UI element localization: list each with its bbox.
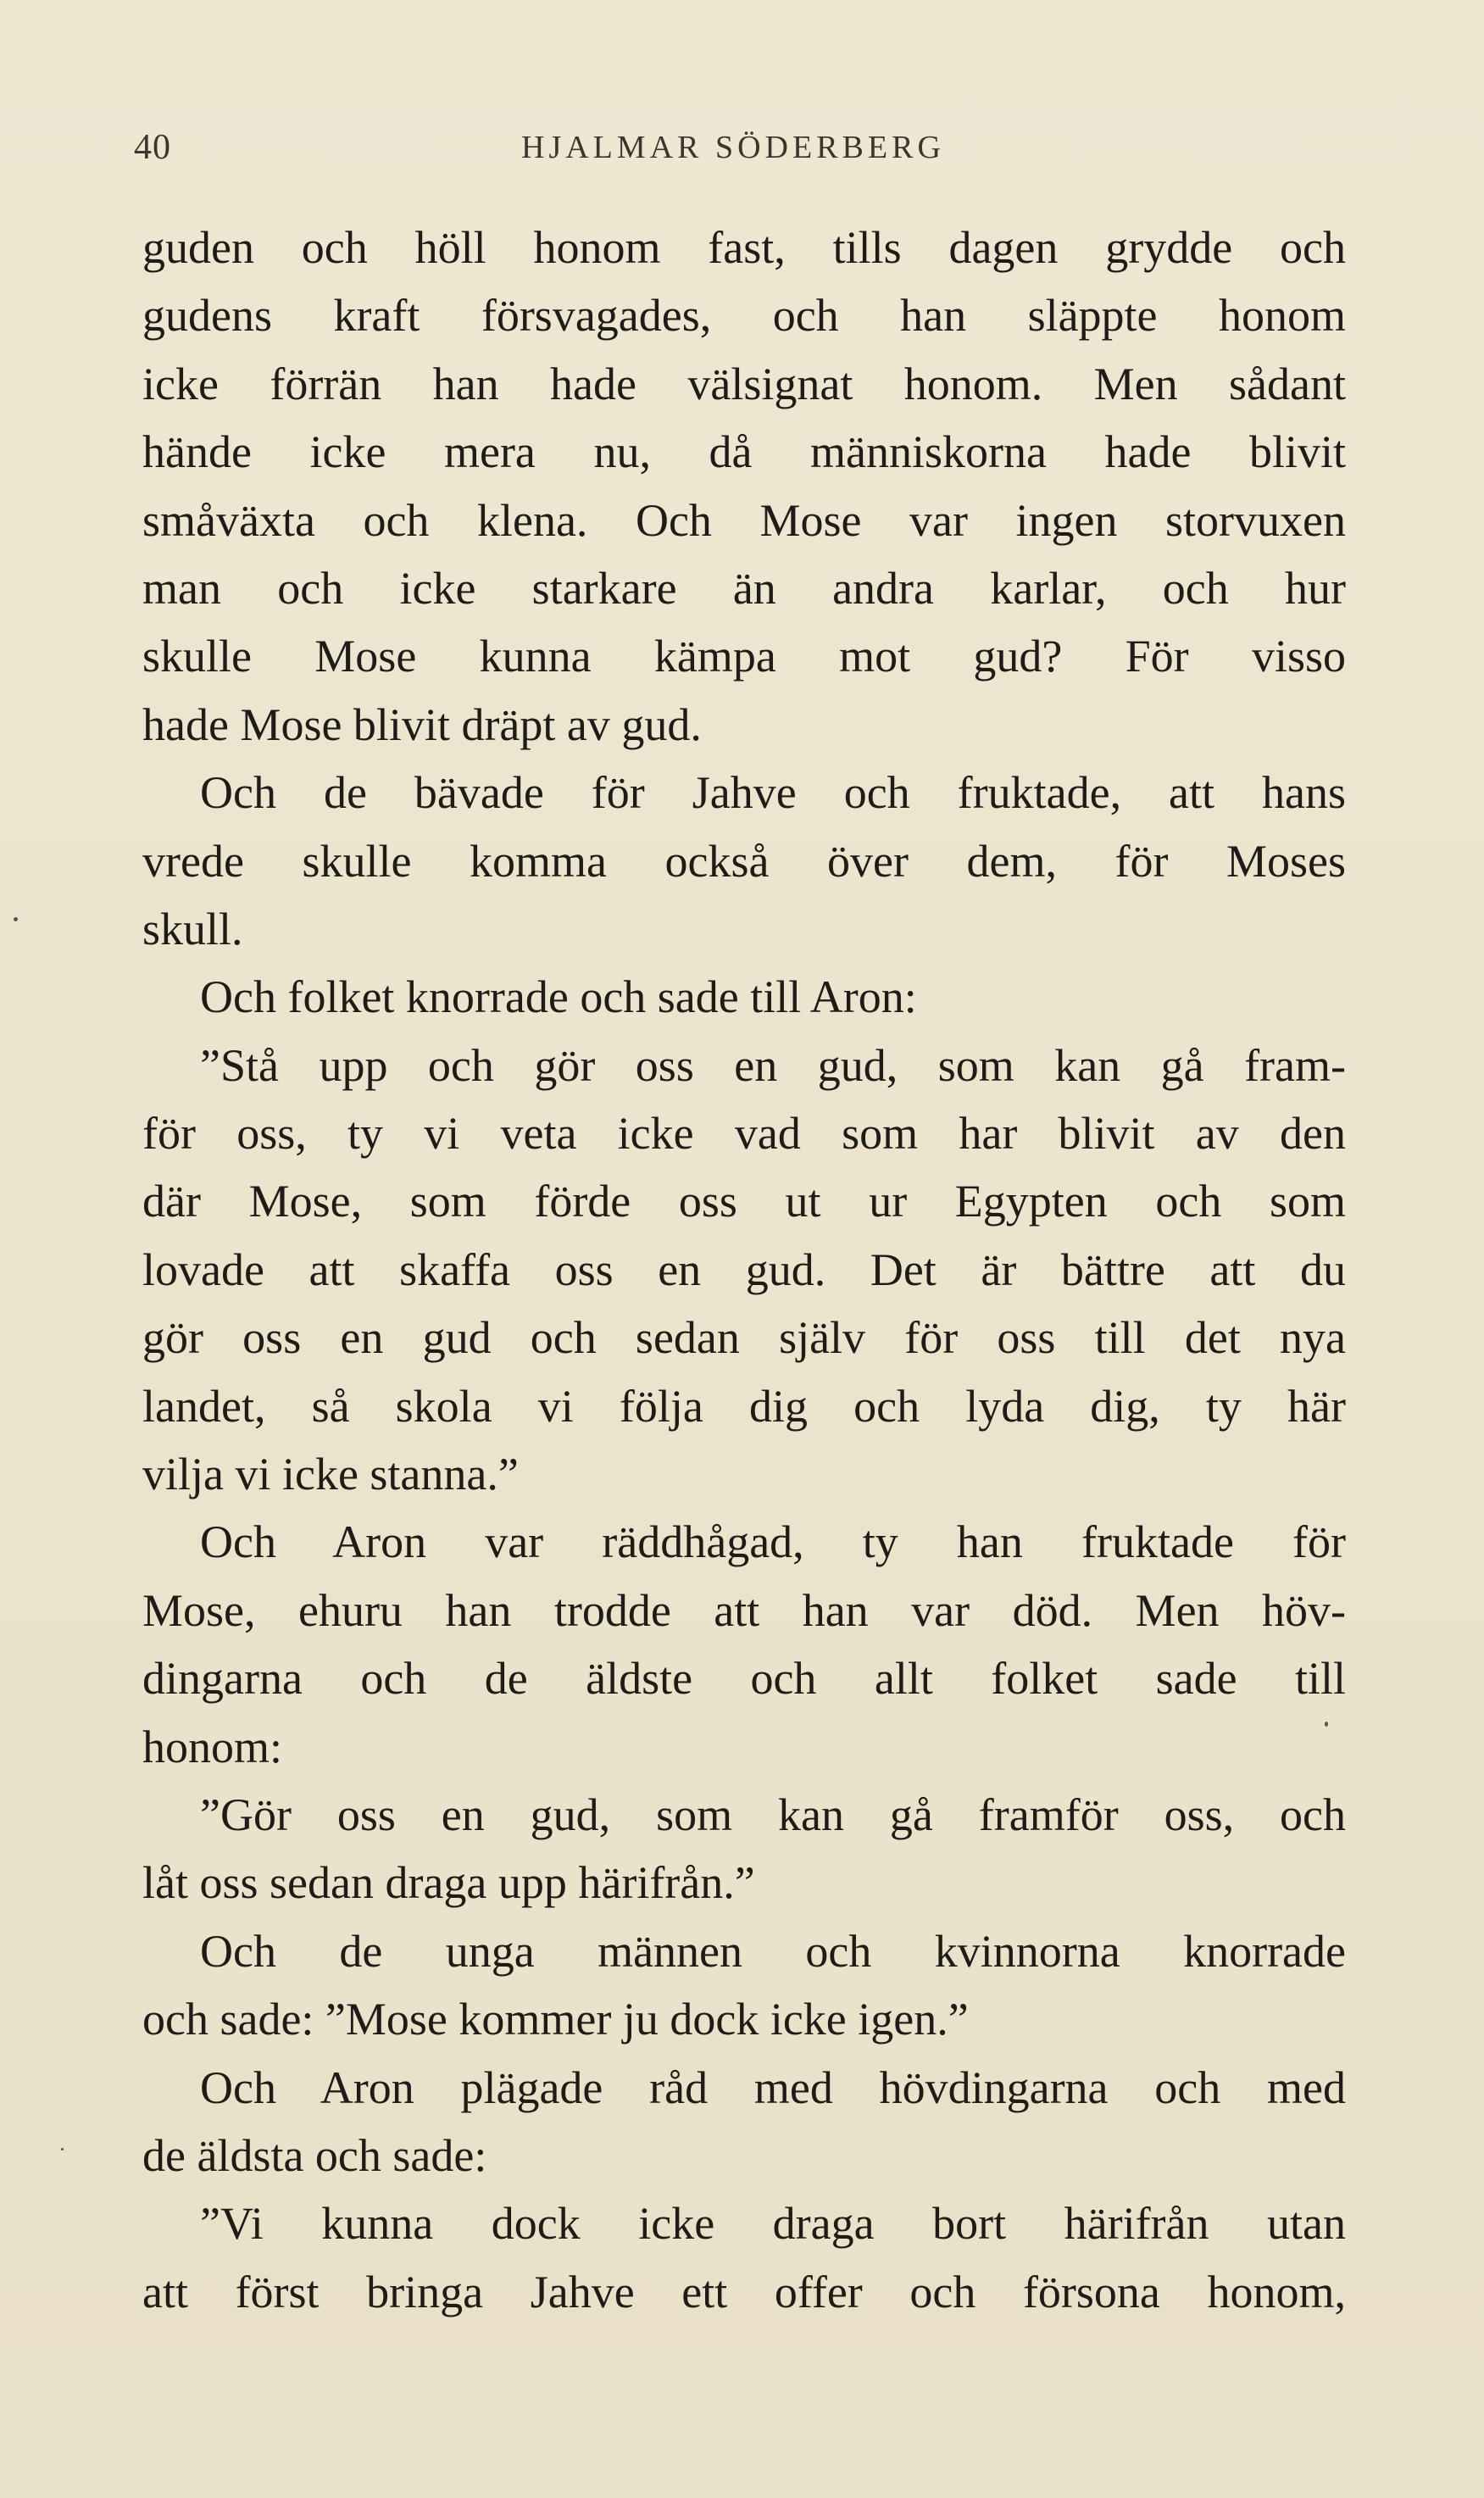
running-head: [0, 127, 1484, 178]
text-line: ”Vi kunna dock icke draga bort härifrån utan: [200, 2198, 1346, 2250]
text-line: man och icke starkare än andra karlar, och hur: [142, 562, 1346, 614]
text-line: de äldsta och sade:: [142, 2129, 487, 2181]
text-line: och sade: ”Mose kommer ju dock icke igen.”: [142, 1994, 969, 2045]
text-line: skulle Mose kunna kämpa mot gud? För visso: [142, 631, 1346, 682]
text-line: småväxta och klena. Och Mose var ingen storvuxen: [142, 494, 1346, 546]
text-line: Och de unga männen och kvinnorna knorrade: [200, 1925, 1346, 1977]
page-number: 40: [134, 128, 171, 167]
body-text: [142, 214, 1346, 2326]
text-line: honom:: [142, 1721, 283, 1772]
text-line: icke förrän han hade välsignat honom. Men sådant: [142, 358, 1346, 409]
text-line: Och Aron plägade råd med hövdingarna och med: [200, 2061, 1346, 2113]
paper-speck: [61, 2148, 64, 2150]
paper-speck: [1325, 1722, 1328, 1727]
text-line: gudens kraft försvagades, och han släppte honom: [142, 290, 1346, 342]
book-title: HJALMAR SÖDERBERG: [521, 130, 945, 165]
paper-speck: [14, 917, 18, 921]
text-line: för oss, ty vi veta icke vad som har blivit av den: [142, 1108, 1346, 1160]
text-line: ”Gör oss en gud, som kan gå framför oss, och: [200, 1789, 1346, 1840]
text-line: dingarna och de äldste och allt folket sade till: [142, 1653, 1346, 1705]
text-line: landet, så skola vi följa dig och lyda dig, ty här: [142, 1380, 1346, 1432]
text-line: vrede skulle komma också över dem, för Moses: [142, 835, 1346, 887]
text-line: guden och höll honom fast, tills dagen grydde och: [142, 222, 1346, 273]
text-line: Mose, ehuru han trodde att han var död. Men höv-: [142, 1584, 1346, 1636]
text-line: skull.: [142, 903, 243, 954]
text-line: Och folket knorrade och sade till Aron:: [200, 971, 917, 1023]
text-line: lovade att skaffa oss en gud. Det är bättre att du: [142, 1243, 1346, 1295]
text-line: att först bringa Jahve ett offer och försona honom,: [142, 2266, 1346, 2317]
text-line: där Mose, som förde oss ut ur Egypten och som: [142, 1176, 1346, 1227]
text-line: hade Mose blivit dräpt av gud.: [142, 698, 702, 750]
text-line: låt oss sedan draga upp härifrån.”: [142, 1857, 755, 1909]
text-line: Och Aron var räddhågad, ty han fruktade för: [200, 1516, 1346, 1568]
text-line: ”Stå upp och gör oss en gud, som kan gå fram-: [200, 1039, 1346, 1091]
text-line: vilja vi icke stanna.”: [142, 1449, 519, 1500]
text-line: gör oss en gud och sedan själv för oss till det nya: [142, 1312, 1346, 1364]
text-line: hände icke mera nu, då människorna hade blivit: [142, 426, 1346, 478]
text-line: Och de bävade för Jahve och fruktade, att hans: [200, 767, 1346, 819]
